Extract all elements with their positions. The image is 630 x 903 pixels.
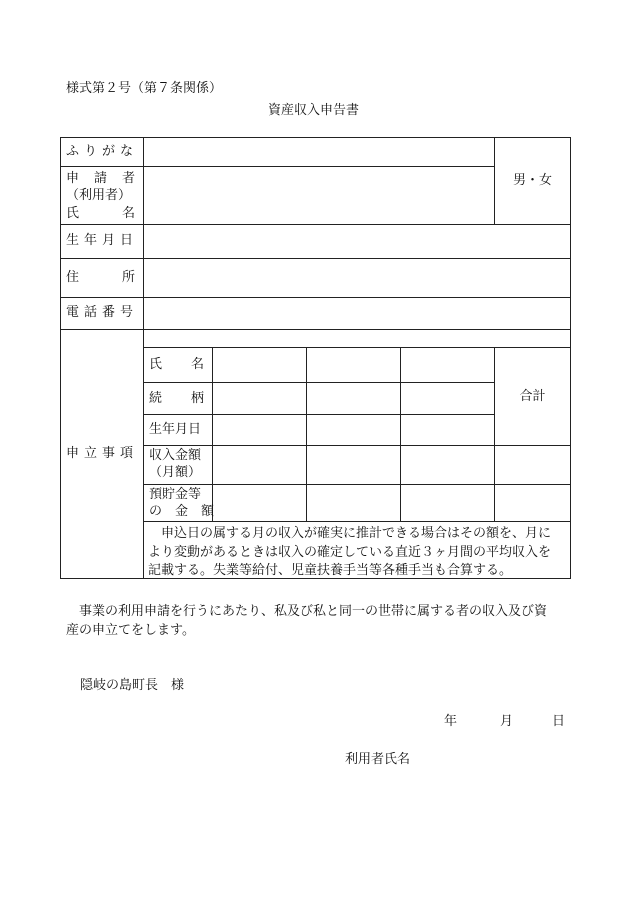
statement-line-1: 事業の利用申請を行うにあたり、私及び私と同一の世帯に属する者の収入及び資 — [66, 604, 548, 619]
household-savings-total-cell[interactable] — [495, 485, 570, 521]
household-name-label: 氏 名 — [149, 357, 206, 372]
birthdate-label: 生年月日 — [66, 233, 139, 248]
applicant-name-field[interactable] — [144, 167, 494, 224]
total-label: 合計 — [519, 388, 546, 404]
form-number: 様式第２号（第７条関係） — [66, 81, 223, 96]
household-relation-label: 続 柄 — [149, 390, 206, 406]
applicant-label-line1: 申 請 者 — [66, 171, 137, 186]
household-name-cell[interactable] — [401, 348, 494, 382]
addressee: 隠岐の島町長 様 — [80, 678, 185, 693]
household-name-cell[interactable] — [213, 348, 306, 382]
furigana-field[interactable] — [144, 138, 494, 166]
gender-options: 男・女 — [512, 172, 552, 188]
household-name-cell[interactable] — [307, 348, 400, 382]
savings-label-line1: 預貯金等 — [149, 487, 202, 502]
income-label-line2: （月額） — [149, 465, 202, 480]
birthdate-field[interactable] — [144, 225, 570, 258]
statement-line-2: 産の申立てをします。 — [66, 623, 195, 638]
household-birthdate-label: 生年月日 — [149, 422, 202, 437]
applicant-label-line2: （利用者） — [66, 188, 132, 203]
household-income-total-cell[interactable] — [495, 446, 570, 484]
date-year: 年 — [444, 714, 458, 729]
furigana-label: ふりがな — [66, 144, 139, 159]
address-field[interactable] — [144, 259, 570, 297]
income-label-line1: 収入金額 — [149, 448, 202, 463]
document-title: 資産収入申告書 — [268, 103, 360, 118]
phone-label: 電話番号 — [66, 305, 139, 320]
signature-label: 利用者氏名 — [345, 752, 411, 767]
applicant-label-line3: 氏 名 — [66, 206, 137, 221]
address-label: 住 所 — [66, 269, 137, 285]
phone-field[interactable] — [144, 298, 570, 329]
note-line-1: 申込日の属する月の収入が確実に推計できる場合はその額を、月に — [148, 526, 552, 541]
date-day: 日 — [552, 714, 566, 729]
savings-label-line2: の 金 額 — [149, 504, 215, 519]
note-line-3: 記載する。失業等給付、児童扶養手当等各種手当も合算する。 — [148, 563, 513, 578]
note-line-2: より変動があるときは収入の確定している直近３ヶ月間の平均収入を — [148, 545, 552, 560]
date-month: 月 — [500, 714, 514, 729]
declaration-label: 申立事項 — [66, 445, 139, 461]
